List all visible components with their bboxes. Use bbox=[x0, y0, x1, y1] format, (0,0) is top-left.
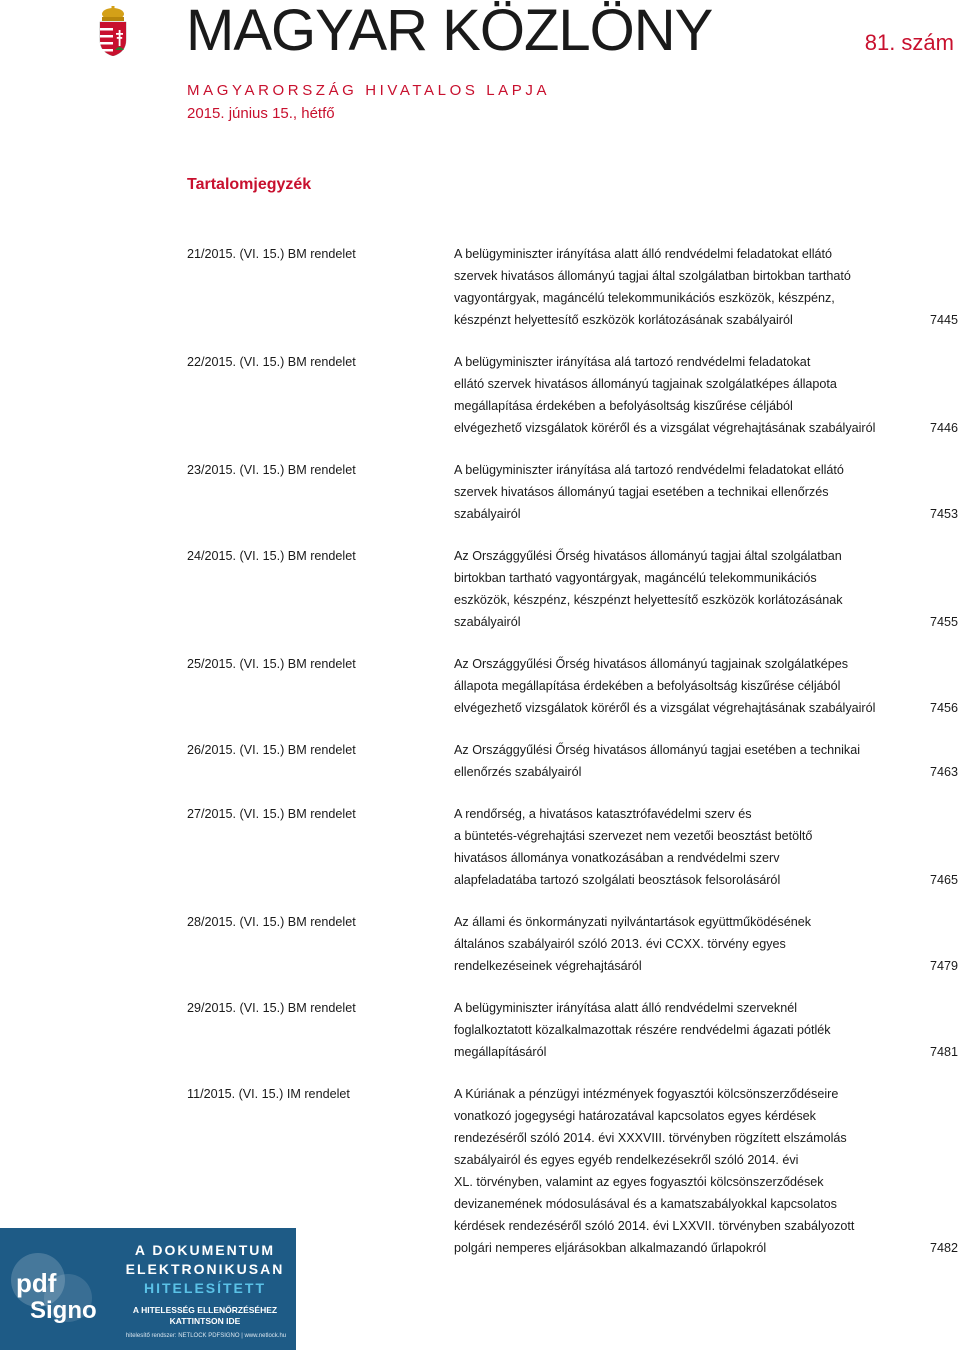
toc-entry-description: A belügyminiszter irányítása alá tartozó rendvédelmi feladatokat ellátó szervek hivatásos állományú tagjainak szolgálatképes állapota megállapítása érdekében a befolyásoltság kiszűrése céljából elvégezhető vizsgálatok köréről és a vizsgálat végrehajtásának szabályairól bbox=[454, 355, 876, 435]
e-signature-verification-badge[interactable] bbox=[0, 1228, 296, 1350]
badge-footer-text: hitelesítő rendszer: NETLOCK PDFSIGNO | www.netlock.hu bbox=[125, 1333, 287, 1339]
badge-click-here-link[interactable]: KATTINTSON IDE bbox=[169, 1316, 241, 1326]
toc-entry-description: Az Országgyűlési Őrség hivatásos állományú tagjai esetében a technikai ellenőrzés szabályairól bbox=[454, 743, 861, 779]
toc-entry-description: A belügyminiszter irányítása alá tartozó rendvédelmi feladatokat ellátó szervek hivatásos állományú tagjai esetében a technikai ellenőrzés szabályairól bbox=[454, 463, 844, 521]
toc-entry-page: 7445 bbox=[929, 313, 958, 327]
toc-entry[interactable] bbox=[187, 997, 960, 1063]
toc-entry-page: 7456 bbox=[929, 701, 958, 715]
toc-entry[interactable] bbox=[187, 911, 960, 977]
publication-date: 2015. június 15., hétfő bbox=[187, 105, 335, 122]
badge-line-4: A HITELESSÉG ELLENŐRZÉSÉHEZ bbox=[132, 1305, 278, 1315]
logo-text-signo: Signo bbox=[30, 1297, 97, 1324]
toc-entry-page: 7465 bbox=[929, 873, 958, 887]
toc-entry-number: 24/2015. (VI. 15.) BM rendelet bbox=[187, 549, 356, 563]
toc-entry-page: 7446 bbox=[929, 421, 958, 435]
issue-number: 81. szám bbox=[864, 30, 954, 55]
badge-line-2: ELEKTRONIKUSAN bbox=[125, 1261, 285, 1277]
toc-entry-description: Az Országgyűlési Őrség hivatásos állományú tagjainak szolgálatképes állapota megállapítása érdekében a befolyásoltság kiszűrése céljából elvégezhető vizsgálatok köréről és a vizsgálat végrehajtásának szabályairól bbox=[454, 657, 876, 715]
toc-entry-page: 7479 bbox=[929, 959, 958, 973]
logo-text-pdf: pdf bbox=[16, 1268, 57, 1298]
toc-entry-number: 27/2015. (VI. 15.) BM rendelet bbox=[187, 807, 356, 821]
toc-entry[interactable] bbox=[187, 351, 960, 439]
toc-entry-description: A belügyminiszter irányítása alatt álló rendvédelmi szerveknél foglalkoztatott közalkalmazottak részére rendvédelmi ágazati pótlék megállapításáról bbox=[454, 1001, 831, 1059]
toc-entry-description: A belügyminiszter irányítása alatt álló rendvédelmi feladatokat ellátó szervek hivatásos állományú tagjai által szolgálatban birtokban tartható vagyontárgyak, magáncélú telekommunikációs eszközök, készpénz, készpénzt helyettesítő eszközök korlátozásának szabályairól bbox=[454, 247, 851, 327]
toc-entry-description: A Kúriának a pénzügyi intézmények fogyasztói kölcsönszerződéseire vonatkozó jogegységi határozatával kapcsolatos egyes kérdések rendezéséről szóló 2014. évi XXXVIII. törvényben rögzített elszámolás szabályairól és egyes egyéb rendelkezésekről szóló 2014. évi XL. törvényben, valamint az egyes fogyasztói kölcsönszerződések devizanemének módosulásával és a kamatszabályokkal kapcsolatos kérdések rendezéséről szóló 2014. évi LXXVII. törvényben szabályozott polgári nemperes eljárásokban alkalmazandó űrlapokról bbox=[454, 1087, 855, 1255]
toc-entry-page: 7481 bbox=[929, 1045, 958, 1059]
toc-entry-number: 28/2015. (VI. 15.) BM rendelet bbox=[187, 915, 356, 929]
hungarian-coat-of-arms-icon bbox=[96, 6, 130, 56]
toc-entry-number: 11/2015. (VI. 15.) IM rendelet bbox=[187, 1087, 350, 1101]
toc-list bbox=[187, 243, 960, 1279]
toc-entry-page: 7455 bbox=[929, 615, 958, 629]
toc-entry-page: 7453 bbox=[929, 507, 958, 521]
toc-heading: Tartalomjegyzék bbox=[187, 176, 312, 193]
toc-entry-number: 29/2015. (VI. 15.) BM rendelet bbox=[187, 1001, 356, 1015]
toc-entry-number: 26/2015. (VI. 15.) BM rendelet bbox=[187, 743, 356, 757]
toc-entry[interactable] bbox=[187, 739, 960, 783]
toc-entry-description: Az állami és önkormányzati nyilvántartások együttműködésének általános szabályairól szóló 2013. évi CCXX. törvény egyes rendelkezéseinek végrehajtásáról bbox=[454, 915, 811, 973]
badge-line-1: A DOKUMENTUM bbox=[134, 1242, 276, 1258]
toc-entry-number: 23/2015. (VI. 15.) BM rendelet bbox=[187, 463, 356, 477]
badge-line-3: HITELESÍTETT bbox=[144, 1280, 266, 1296]
toc-entry-page: 7463 bbox=[929, 765, 958, 779]
toc-entry[interactable] bbox=[187, 653, 960, 719]
toc-entry[interactable] bbox=[187, 1083, 960, 1259]
publication-title: MAGYAR KÖZLÖNY bbox=[186, 0, 713, 63]
pdfsigno-logo-icon bbox=[8, 1246, 112, 1334]
publication-subtitle: MAGYARORSZÁG HIVATALOS LAPJA bbox=[187, 82, 551, 99]
toc-entry-description: Az Országgyűlési Őrség hivatásos állományú tagjai által szolgálatban birtokban tartható vagyontárgyak, magáncélú telekommunikációs eszközök, készpénz, készpénzt helyettesítő eszközök korlátozásának szabályairól bbox=[454, 549, 843, 629]
toc-entry[interactable] bbox=[187, 803, 960, 891]
toc-entry-number: 22/2015. (VI. 15.) BM rendelet bbox=[187, 355, 356, 369]
toc-entry-number: 25/2015. (VI. 15.) BM rendelet bbox=[187, 657, 356, 671]
toc-entry-description: A rendőrség, a hivatásos katasztrófavédelmi szerv és a büntetés-végrehajtási szervezet nem vezetői beosztást betöltő hivatásos állománya vonatkozásában a rendvédelmi szerv alapfeladatába tartozó szolgálati beosztások felsorolásáról bbox=[454, 807, 813, 887]
toc-entry-page: 7482 bbox=[929, 1241, 958, 1255]
toc-entry-number: 21/2015. (VI. 15.) BM rendelet bbox=[187, 247, 356, 261]
toc-entry[interactable] bbox=[187, 545, 960, 633]
toc-entry[interactable] bbox=[187, 243, 960, 331]
toc-entry[interactable] bbox=[187, 459, 960, 525]
